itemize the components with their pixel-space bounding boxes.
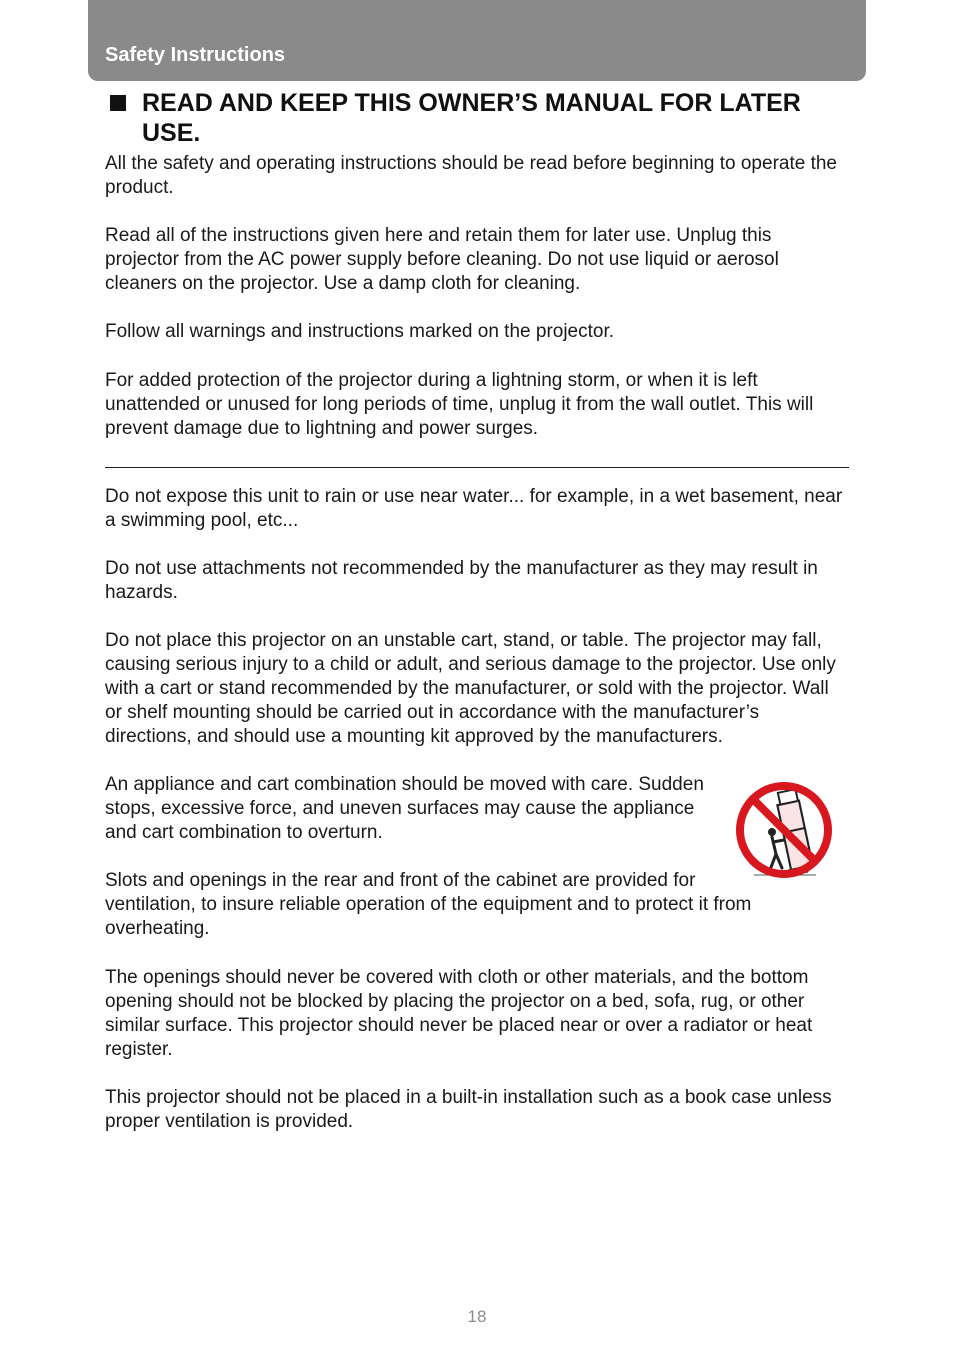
paragraph: Follow all warnings and instructions marked on the projector.: [105, 321, 615, 342]
paragraph: Do not expose this unit to rain or use near water... for example, in a wet basement, near a swimming pool, etc...: [105, 486, 843, 531]
paragraph: All the safety and operating instructions should be read before beginning to operate the product.: [105, 153, 838, 198]
header-bar: [88, 0, 866, 81]
paragraph: For added protection of the projector during a lightning storm, or when it is left unattended or unused for long periods of time, unplug it from the wall outlet. This will prevent damage due to lightning and power surges.: [105, 370, 814, 439]
page-heading: [105, 88, 855, 148]
paragraph: The openings should never be covered with cloth or other materials, and the bottom opening should not be blocked by placing the projector on a bed, sofa, rug, or other similar surface. This projector should never be placed near or over a radiator or heat register.: [105, 967, 813, 1060]
cart-tip-over-prohibited-icon: [734, 780, 834, 880]
paragraph: Slots and openings in the rear and front of the cabinet are provided for ventilation, to insure reliable operation of the equipment and to protect it from overheating.: [105, 870, 752, 939]
paragraph: Do not use attachments not recommended by the manufacturer as they may result in hazards.: [105, 558, 818, 603]
heading-text: READ AND KEEP THIS OWNER’S MANUAL FOR LATER USE.: [142, 89, 801, 147]
paragraph: An appliance and cart combination should be moved with care. Sudden stops, excessive force, and uneven surfaces may cause the appliance and cart combination to overturn.: [105, 774, 704, 843]
paragraph: This projector should not be placed in a built-in installation such as a book case unless proper ventilation is provided.: [105, 1087, 832, 1132]
section-title: Safety Instructions: [105, 44, 286, 66]
paragraph: Do not place this projector on an unstable cart, stand, or table. The projector may fall, causing serious injury to a child or adult, and serious damage to the projector. Use only with a cart or stand recommended by the manufacturer, or sold with the projector. Wall or shelf mounting should be carried out in accordance with the manufacturer’s directions, and should use a mounting kit approved by the manufacturers.: [105, 630, 836, 747]
paragraph: Read all of the instructions given here and retain them for later use. Unplug this projector from the AC power supply before cleaning. Do not use liquid or aerosol cleaners on the projector. Use a damp cloth for cleaning.: [105, 225, 779, 294]
square-bullet-icon: [110, 95, 126, 111]
page-number: 18: [467, 1307, 487, 1326]
section-divider: [105, 467, 849, 468]
